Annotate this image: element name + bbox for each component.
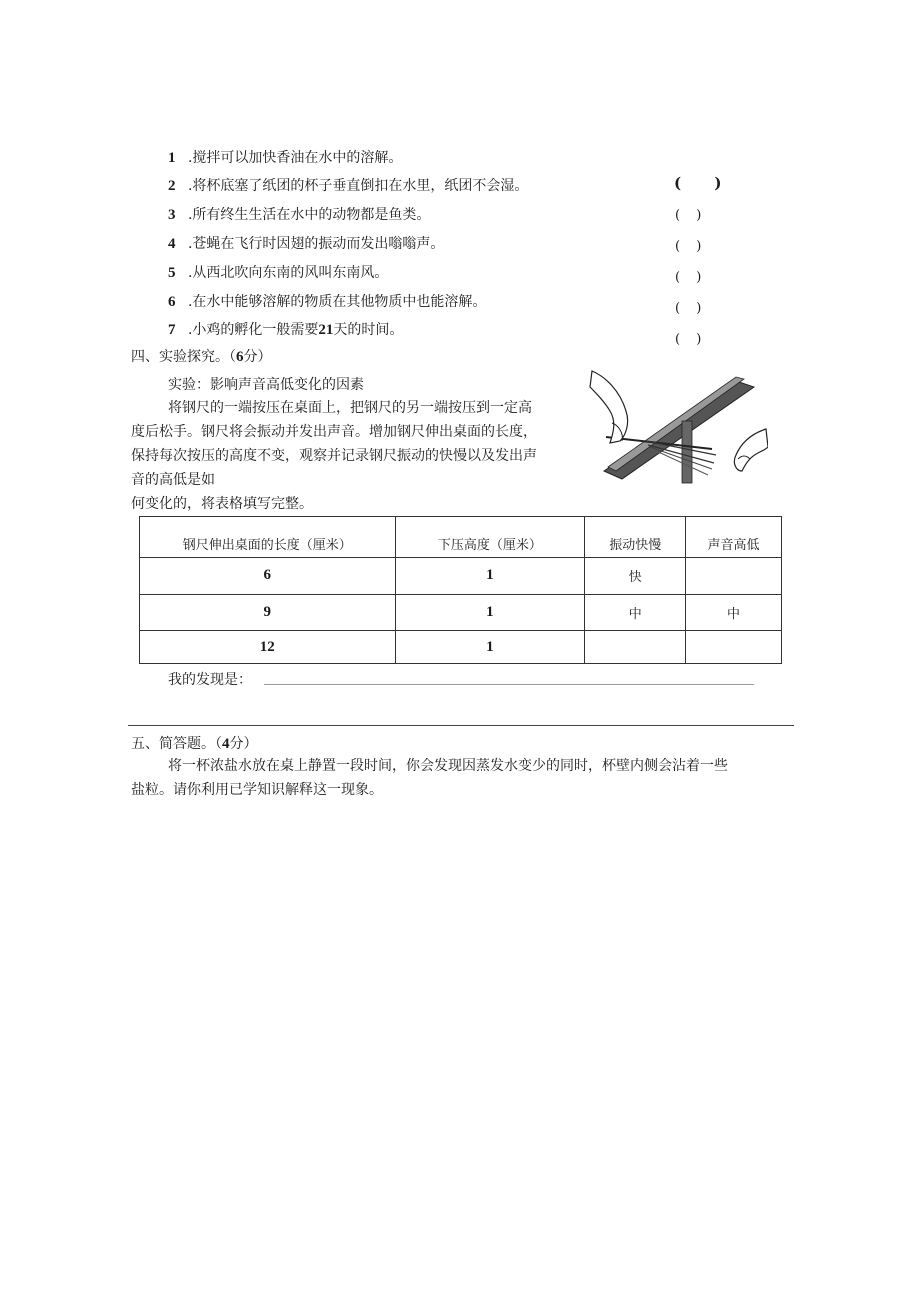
answer-paren[interactable]: ( )	[675, 301, 708, 316]
table-header-cell: 下压高度（厘米）	[395, 517, 585, 558]
answer-paren[interactable]: ( )	[674, 174, 736, 192]
list-item: 2 .将杯底塞了纸团的杯子垂直倒扣在水里，纸团不会湿。	[168, 178, 529, 194]
experiment-line: 何变化的，将表格填写完整。	[131, 496, 313, 512]
experiment-line: 将钢尺的一端按压在桌面上，把钢尺的另一端按压到一定高	[168, 400, 532, 416]
answer-paren[interactable]: ( )	[675, 332, 708, 347]
table-cell: 中	[585, 594, 686, 631]
table-header-row	[140, 517, 782, 558]
section-5-title: 五、简答题。（4分）	[131, 736, 258, 752]
list-item: 7 .小鸡的孵化一般需要21天的时间。	[168, 322, 404, 338]
list-item: 4 .苍蝇在飞行时因翅的振动而发出嗡嗡声。	[168, 236, 445, 252]
answer-paren[interactable]: ( )	[675, 239, 708, 254]
list-item: 3 .所有终生生活在水中的动物都是鱼类。	[168, 207, 431, 223]
table-header-cell: 声音高低	[686, 517, 782, 558]
table-cell: 6	[140, 558, 396, 595]
list-item: 1 .搅拌可以加快香油在水中的溶解。	[168, 150, 403, 166]
table-row	[140, 558, 782, 595]
answer-paren[interactable]: ( )	[675, 208, 708, 223]
table-cell: 中	[686, 594, 782, 631]
table-row	[140, 631, 782, 664]
experiment-table	[139, 516, 782, 664]
list-item: 6 .在水中能够溶解的物质在其他物质中也能溶解。	[168, 294, 487, 310]
experiment-line: 度后松手。钢尺将会振动并发出声音。增加钢尺伸出桌面的长度，	[131, 424, 537, 440]
table-header-cell: 振动快慢	[585, 517, 686, 558]
table-cell: 9	[140, 594, 396, 631]
finding-label: 我的发现是：	[168, 672, 252, 688]
table-cell: 1	[395, 631, 585, 664]
section-divider	[128, 725, 794, 726]
table-cell[interactable]	[585, 631, 686, 664]
experiment-subtitle: 实验：影响声音高低变化的因素	[168, 377, 364, 393]
question-line: 盐粒。请你利用已学知识解释这一现象。	[131, 782, 383, 798]
table-cell[interactable]	[686, 558, 782, 595]
experiment-line: 保持每次按压的高度不变，观察并记录钢尺振动的快慢以及发出声	[131, 448, 537, 464]
table-cell: 1	[395, 558, 585, 595]
table-cell: 1	[395, 594, 585, 631]
table-cell: 12	[140, 631, 396, 664]
question-line: 将一杯浓盐水放在桌上静置一段时间，你会发现因蒸发水变少的同时，杯壁内侧会沾着一些	[168, 758, 728, 774]
table-row	[140, 594, 782, 631]
table-header-cell: 钢尺伸出桌面的长度（厘米）	[140, 517, 396, 558]
experiment-line: 音的高低是如	[131, 472, 215, 488]
table-cell[interactable]	[686, 631, 782, 664]
list-item: 5 .从西北吹向东南的风叫东南风。	[168, 265, 389, 281]
table-cell: 快	[585, 558, 686, 595]
answer-paren[interactable]: ( )	[675, 270, 708, 285]
ruler-desk-illustration	[586, 363, 768, 485]
section-4-title: 四、实验探究。（6分）	[131, 349, 272, 365]
finding-answer-line[interactable]	[264, 684, 754, 685]
